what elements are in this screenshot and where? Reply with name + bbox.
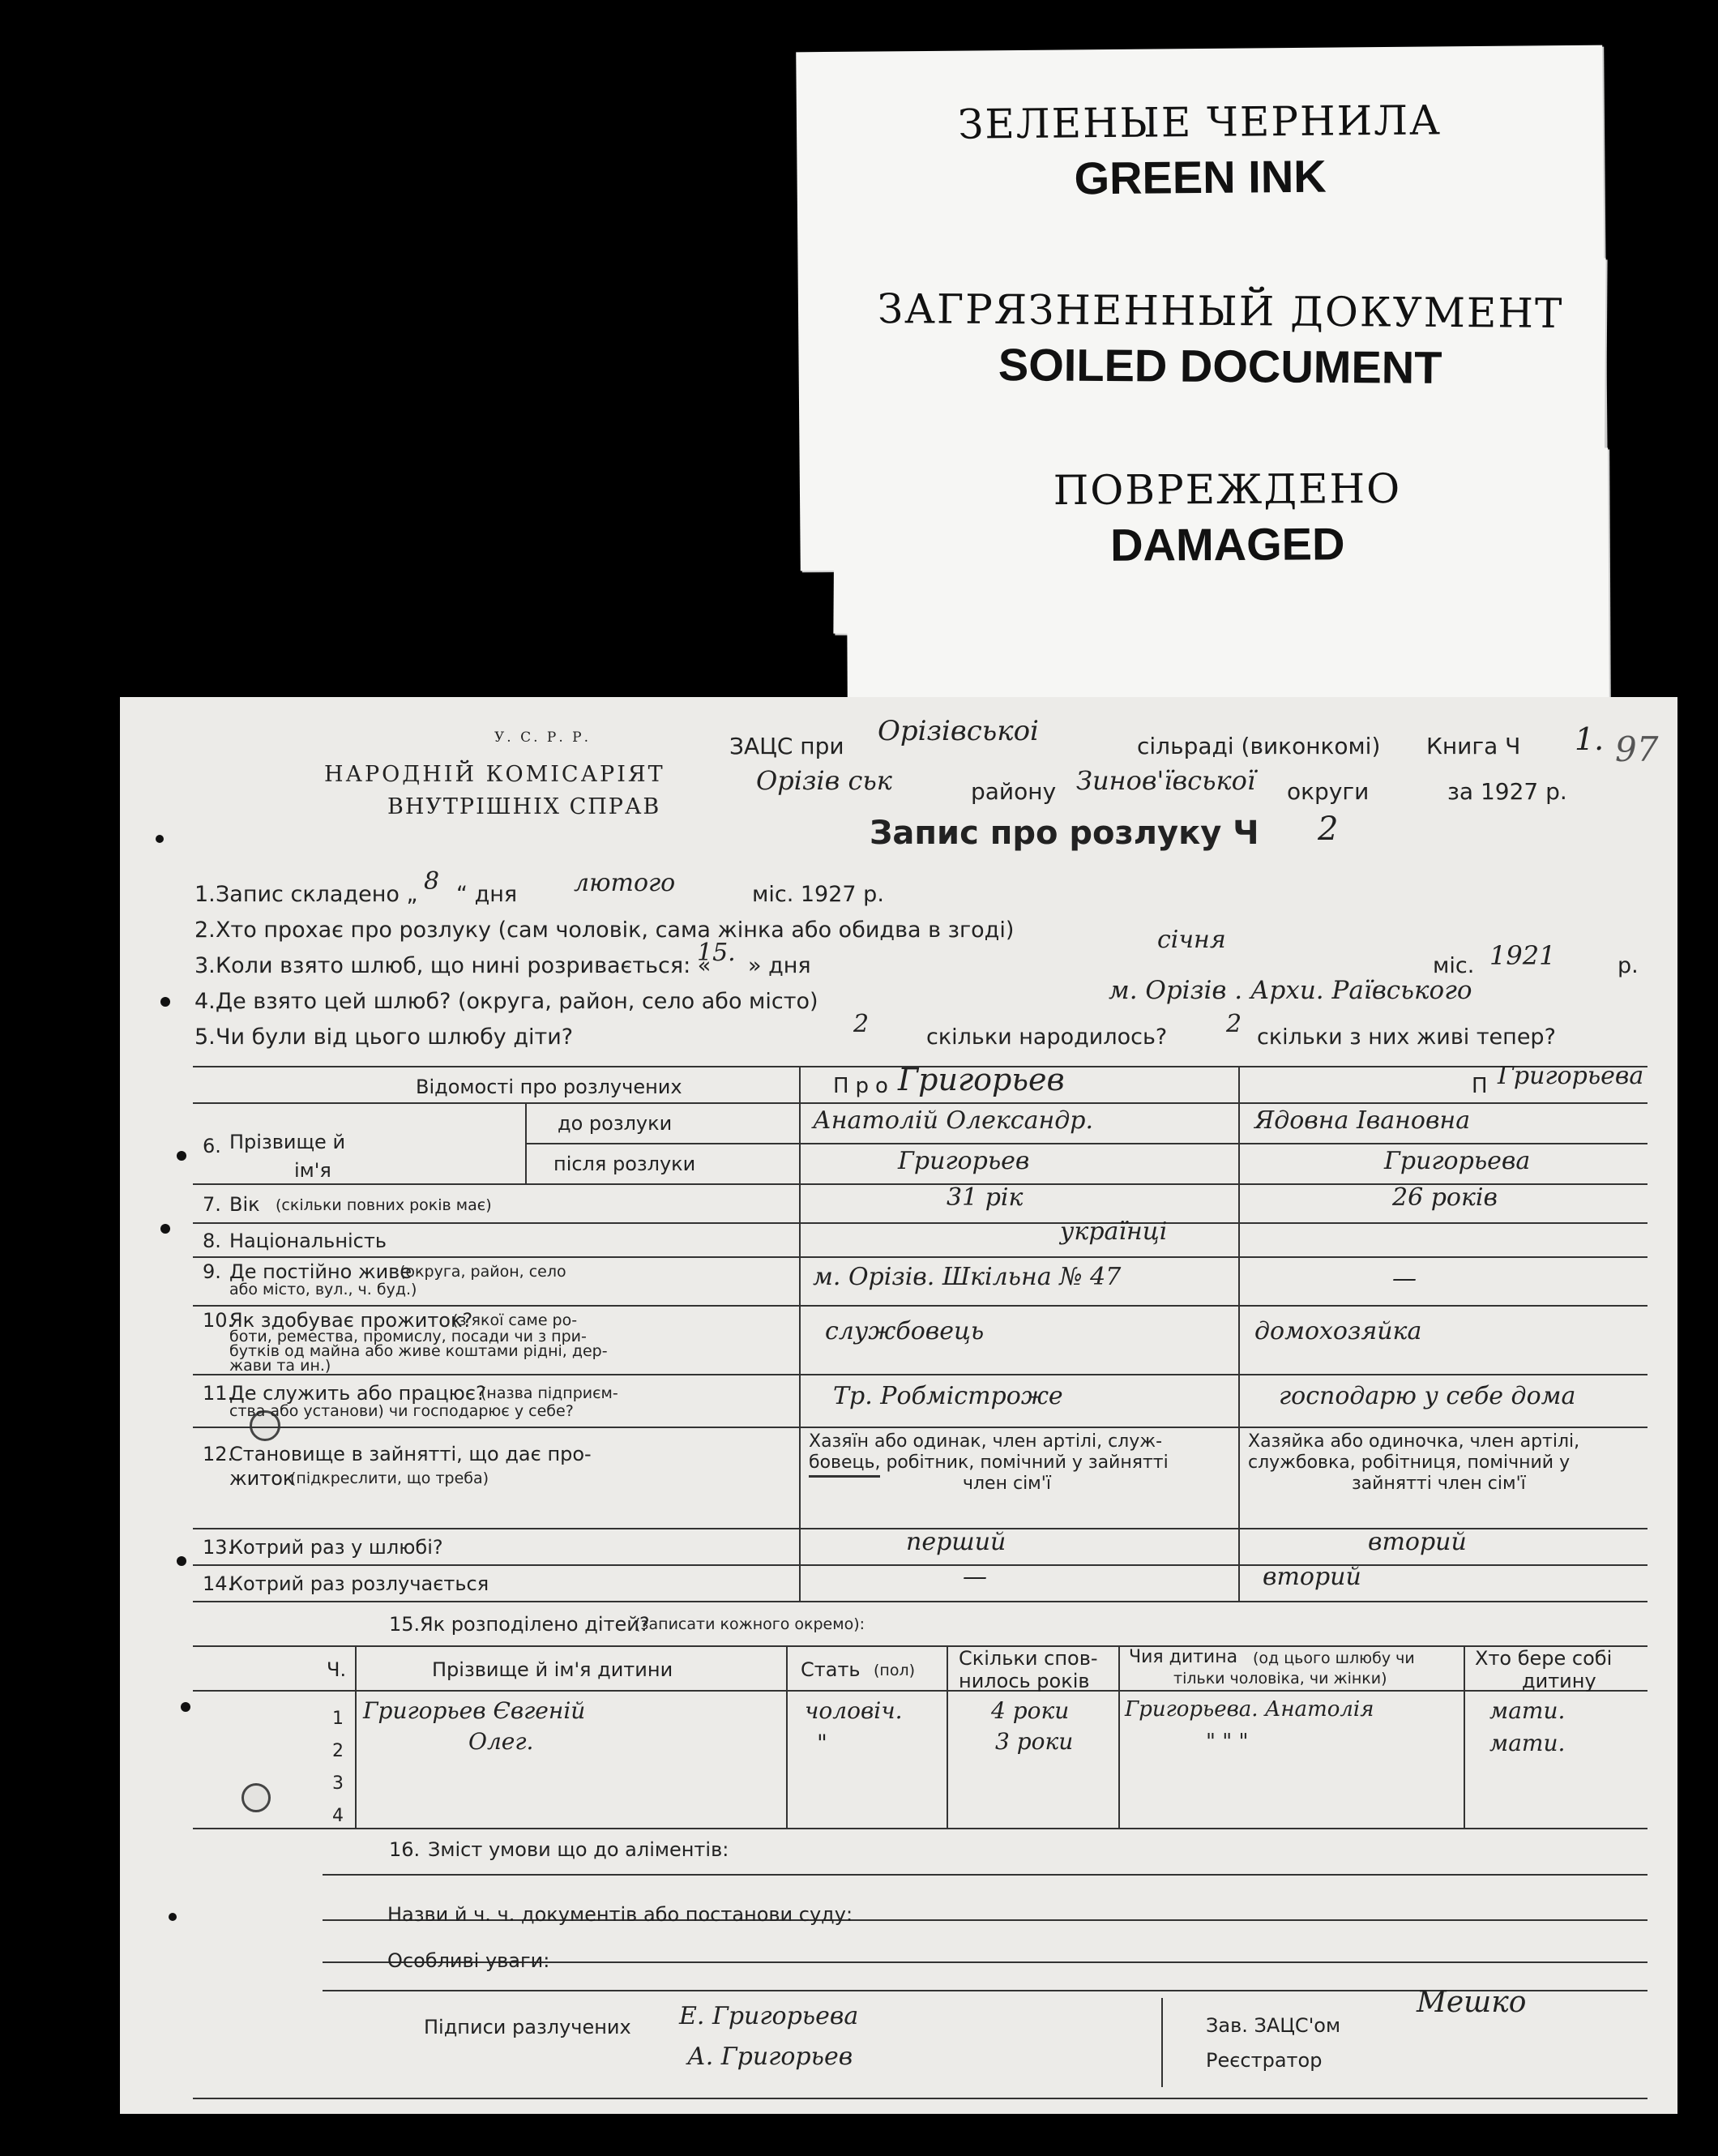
- child-row-number: 2: [332, 1741, 344, 1761]
- row-3-year-label: р.: [1618, 953, 1639, 978]
- him-age-handwritten: 31 рiк: [947, 1183, 1024, 1212]
- row-10-label: Як здобуває прожиток?: [229, 1309, 473, 1332]
- row-12-him-options-1: Хазяїн або одинак, член артілі, служ-: [809, 1431, 1163, 1452]
- child-1-takes-handwritten: мати.: [1489, 1697, 1566, 1724]
- row-12-him-options-2: бовець, робітник, помічний у зайнятті: [809, 1452, 1169, 1473]
- him-surname-header-handwritten: Григорьев: [898, 1062, 1065, 1097]
- him-income-handwritten: службовець: [825, 1317, 985, 1345]
- row-7-note: (скільки повних років має): [276, 1196, 492, 1214]
- row-1-number: 1.: [194, 882, 216, 907]
- selrada-label: сільраді (виконкомі): [1137, 733, 1381, 759]
- child-row-number: 3: [332, 1773, 344, 1794]
- row-14-label: Котрий раз розлучається: [229, 1572, 489, 1595]
- row-3-month-label: міс.: [1433, 953, 1475, 978]
- table-line: [193, 1222, 1647, 1224]
- her-divorce-count-handwritten: вторий: [1263, 1563, 1361, 1591]
- row-10-number: 10.: [203, 1309, 234, 1332]
- row-12-note: (підкреслити, що треба): [290, 1469, 489, 1487]
- child-1-age-handwritten: 4 роки: [991, 1697, 1070, 1724]
- col-her-header: П: [1472, 1074, 1488, 1098]
- children-col-name: Прізвище й ім'я дитини: [432, 1658, 673, 1681]
- row-12-label: Становище в зайнятті, що дає про-: [229, 1443, 592, 1465]
- child-2-name-handwritten: Олег.: [468, 1728, 534, 1755]
- documents-label: Назви й ч. ч. документів або постанови суду:: [387, 1903, 853, 1926]
- col-him-header: Про: [833, 1074, 895, 1098]
- row-12-her-options-2: службовка, робітниця, помічний у: [1248, 1452, 1571, 1473]
- head-label: Зав. ЗАЦС'ом: [1206, 2014, 1341, 2037]
- registrar-label: Реєстратор: [1206, 2049, 1323, 2072]
- children-col-whose-note-2: тільки чоловіка, чи жінки): [1173, 1670, 1387, 1688]
- punch-hole: [156, 835, 164, 843]
- table-line: [193, 1305, 1647, 1307]
- signatures-label: Підписи разлучених: [424, 2016, 631, 2038]
- table-line: [525, 1143, 1647, 1144]
- children-col-whose: Чия дитина: [1129, 1647, 1238, 1667]
- ussr-header: У. С. Р. Р.: [494, 729, 591, 746]
- row-9-number: 9.: [203, 1260, 221, 1283]
- children-col-number: Ч.: [327, 1658, 347, 1681]
- row-12-number: 12.: [203, 1443, 234, 1465]
- row-12-her-options-1: Хазяйка або одиночка, член артілі,: [1248, 1431, 1580, 1452]
- wedding-place-handwritten: м. Орiзiв . Архи. Раївського: [1109, 976, 1472, 1005]
- form-title: Запис про розлуку Ч: [870, 815, 1259, 852]
- commissariat-line-1: НАРОДНІЙ КОМІСАРІЯТ: [324, 762, 665, 787]
- children-col-sex-note: (пол): [874, 1662, 916, 1679]
- table-line: [525, 1102, 527, 1183]
- child-row-number: 4: [332, 1806, 344, 1826]
- table-line: [193, 1374, 1647, 1375]
- children-col-age-2: нилось років: [959, 1670, 1090, 1692]
- row-10-note-4: жави та ин.): [229, 1357, 331, 1375]
- table-line: [193, 1564, 1647, 1566]
- wedding-year-handwritten: 1921: [1489, 940, 1556, 971]
- children-col-age-1: Скільки спов-: [959, 1647, 1098, 1670]
- row-5-born-label: скільки народилось?: [926, 1025, 1168, 1050]
- punch-hole: [160, 1224, 170, 1234]
- row-1-label: Запис складено „: [216, 882, 418, 907]
- row-6-number: 6.: [203, 1135, 221, 1157]
- form-line: [193, 2098, 1647, 2099]
- him-marriage-count-handwritten: перший: [906, 1528, 1006, 1556]
- children-yes-handwritten: 2: [853, 1010, 870, 1038]
- table-line: [355, 1645, 357, 1828]
- row-9-label: Де постійно живе: [229, 1260, 412, 1283]
- row-6-before: до розлуки: [558, 1112, 673, 1135]
- label-damaged-en: DAMAGED: [1109, 518, 1345, 571]
- table-line: [193, 1690, 1647, 1692]
- children-heading-note: (записати кожного окремо):: [635, 1615, 865, 1633]
- table-line: [1238, 1066, 1240, 1601]
- label-damaged-ru: ПОВРЕЖДЕНО: [1053, 464, 1402, 515]
- row-11-note-2: ства або установи) чи господарює у себе?: [229, 1402, 574, 1420]
- wedding-month-handwritten: січня: [1157, 926, 1226, 954]
- row-10-note-2: боти, ремества, промислу, посади чи з при-: [229, 1328, 587, 1345]
- signature-1-handwritten: Е. Григорьева: [679, 2002, 859, 2030]
- row-5-label: Чи були від цього шлюбу діти?: [216, 1025, 574, 1050]
- her-work-handwritten: господарю у себе дома: [1279, 1382, 1576, 1410]
- children-col-sex: Стать: [801, 1658, 861, 1681]
- row-16-label: Зміст умови що до аліментів:: [428, 1838, 729, 1861]
- child-2-sex-handwritten: ": [817, 1730, 827, 1756]
- row-5-number: 5.: [194, 1025, 216, 1050]
- row-4-label: Де взято цей шлюб? (округа, район, село або місто): [216, 989, 818, 1014]
- her-surname-header-handwritten: Григорьева: [1498, 1062, 1644, 1090]
- children-born-handwritten: 2: [1226, 1010, 1242, 1038]
- wedding-day-handwritten: 15.: [697, 939, 736, 967]
- book-label: Книга Ч: [1426, 733, 1521, 759]
- child-2-takes-handwritten: мати.: [1489, 1730, 1566, 1756]
- row-2-label: Хто прохає про розлуку (сам чоловік, сама жінка або обидва в згоді): [216, 918, 1015, 943]
- table-line: [193, 1256, 1647, 1258]
- commissariat-line-2: ВНУТРІШНІХ СПРАВ: [387, 794, 661, 819]
- punch-hole: [177, 1151, 186, 1161]
- row-10-note: (з якої саме ро-: [452, 1311, 578, 1329]
- row-1-day-label: “ дня: [456, 882, 518, 907]
- row-7-label: Вік: [229, 1193, 260, 1216]
- label-green-ink-en: GREEN INK: [1074, 150, 1327, 204]
- children-col-takes-2: дитину: [1522, 1670, 1596, 1692]
- punch-hole: [160, 997, 170, 1007]
- table-line: [193, 1102, 1647, 1104]
- rayon-handwritten: Орiзiв ськ: [756, 765, 892, 796]
- row-8-label: Національність: [229, 1230, 387, 1252]
- him-after-handwritten: Григорьев: [898, 1147, 1030, 1175]
- label-green-ink-ru: ЗЕЛЕНЫЕ ЧЕРНИЛА: [957, 96, 1442, 148]
- record-number-handwritten: 2: [1318, 811, 1339, 848]
- corner-number-handwritten: 97: [1615, 729, 1659, 769]
- rayonu-label: району: [971, 778, 1057, 805]
- row-11-note: (назва підприєм-: [481, 1384, 618, 1402]
- col-info-header: Відомості про розлучених: [416, 1076, 682, 1098]
- row-7-number: 7.: [203, 1193, 221, 1216]
- signature-2-handwritten: А. Григорьев: [687, 2043, 853, 2071]
- him-work-handwritten: Тр. Робмiстроже: [833, 1382, 1063, 1410]
- okrug-handwritten: Зинов'ївської: [1076, 765, 1256, 796]
- table-line: [1464, 1645, 1465, 1828]
- divorce-record-form: [120, 697, 1677, 2114]
- official-signature-handwritten: Мешко: [1417, 1986, 1527, 2019]
- row-6-label: Прізвище й: [229, 1131, 346, 1153]
- row-1-month-label: міс. 1927 р.: [752, 882, 884, 907]
- child-2-age-handwritten: 3 роки: [995, 1728, 1074, 1755]
- table-line: [786, 1645, 788, 1828]
- table-line: [193, 1645, 1647, 1647]
- her-residence-handwritten: —: [1392, 1264, 1417, 1293]
- signature-divider: [1161, 1998, 1163, 2087]
- row-11-number: 11.: [203, 1382, 234, 1405]
- row-13-number: 13.: [203, 1536, 234, 1559]
- table-line: [193, 1828, 1647, 1829]
- table-line: [947, 1645, 948, 1828]
- her-income-handwritten: домохозяйка: [1254, 1317, 1422, 1345]
- village-council-handwritten: Орiзiвськоi: [878, 715, 1039, 747]
- children-col-takes-1: Хто бере собі: [1475, 1647, 1613, 1670]
- table-line: [799, 1066, 801, 1601]
- row-6-after: після розлуки: [553, 1153, 696, 1175]
- children-col-whose-note: (од цього шлюбу чи: [1253, 1649, 1415, 1667]
- zags-prefix: ЗАЦС при: [729, 733, 844, 759]
- him-before-handwritten: Анатолiй Олександр.: [813, 1106, 1093, 1135]
- label-soiled-ru: ЗАГРЯЗНЕННЫЙ ДОКУМЕНТ: [877, 285, 1564, 337]
- table-line: [1118, 1645, 1120, 1828]
- row-12-label-2: житок: [229, 1467, 295, 1490]
- year-label: за 1927 р.: [1447, 778, 1567, 805]
- row-4-number: 4.: [194, 989, 216, 1014]
- book-number-handwritten: 1.: [1575, 721, 1605, 757]
- row-3-day-label: » дня: [748, 953, 811, 978]
- row-3-number: 3.: [194, 953, 216, 978]
- label-damaged: [846, 448, 1609, 704]
- row-5-alive-label: скільки з них живі тепер?: [1257, 1025, 1556, 1050]
- row-2-number: 2.: [194, 918, 216, 943]
- child-1-whose-handwritten: Григорьева. Анатолiя: [1125, 1697, 1374, 1722]
- record-day-handwritten: 8: [424, 867, 440, 896]
- her-age-handwritten: 26 років: [1392, 1183, 1498, 1212]
- row-10-note-3: бутків од майна або живе коштами рідні, дер-: [229, 1342, 608, 1360]
- row-3-label: Коли взято шлюб, що нині розривається: «: [216, 953, 712, 978]
- her-after-handwritten: Григорьева: [1384, 1147, 1531, 1175]
- row-11-label: Де служить або працює?: [229, 1382, 486, 1405]
- punch-hole: [169, 1913, 177, 1921]
- her-before-handwritten: Ядовна Івановна: [1254, 1106, 1471, 1135]
- nationality-handwritten: українці: [1060, 1217, 1168, 1246]
- row-12-him-options-3: член сім'ї: [963, 1474, 1051, 1494]
- label-soiled-en: SOILED DOCUMENT: [998, 339, 1442, 393]
- punch-hole: [177, 1556, 186, 1566]
- table-line: [193, 1601, 1647, 1602]
- row-13-label: Котрий раз у шлюбі?: [229, 1536, 443, 1559]
- selected-underline: [809, 1475, 880, 1478]
- child-2-whose-handwritten: " " ": [1206, 1730, 1249, 1754]
- children-heading: Як розподілено дітей?: [420, 1613, 650, 1636]
- row-9-note-2: або місто, вул., ч. буд.): [229, 1281, 417, 1298]
- child-1-name-handwritten: Григорьев Євгенiй: [363, 1697, 586, 1724]
- form-line: [323, 1874, 1647, 1876]
- children-heading-number: 15.: [389, 1613, 421, 1636]
- her-marriage-count-handwritten: вторий: [1368, 1528, 1467, 1556]
- child-1-sex-handwritten: чоловiч.: [805, 1697, 903, 1724]
- him-residence-handwritten: м. Орiзiв. Шкільна № 47: [813, 1263, 1122, 1291]
- punch-hole: [181, 1702, 190, 1712]
- table-line: [193, 1427, 1647, 1428]
- row-8-number: 8.: [203, 1230, 221, 1252]
- row-14-number: 14.: [203, 1572, 234, 1595]
- row-12-her-options-3: зайнятті член сім'ї: [1352, 1474, 1526, 1494]
- row-16-number: 16.: [389, 1838, 421, 1861]
- child-row-number: 1: [332, 1709, 344, 1729]
- punch-hole-ring: [241, 1783, 271, 1812]
- special-notes-label: Особливі уваги:: [387, 1949, 550, 1972]
- row-9-note: (округа, район, село: [400, 1263, 566, 1281]
- okrugy-label: округи: [1287, 778, 1370, 805]
- him-divorce-count-handwritten: —: [963, 1563, 987, 1591]
- record-month-handwritten: лютого: [574, 869, 676, 897]
- row-6-label-2: ім'я: [294, 1159, 331, 1182]
